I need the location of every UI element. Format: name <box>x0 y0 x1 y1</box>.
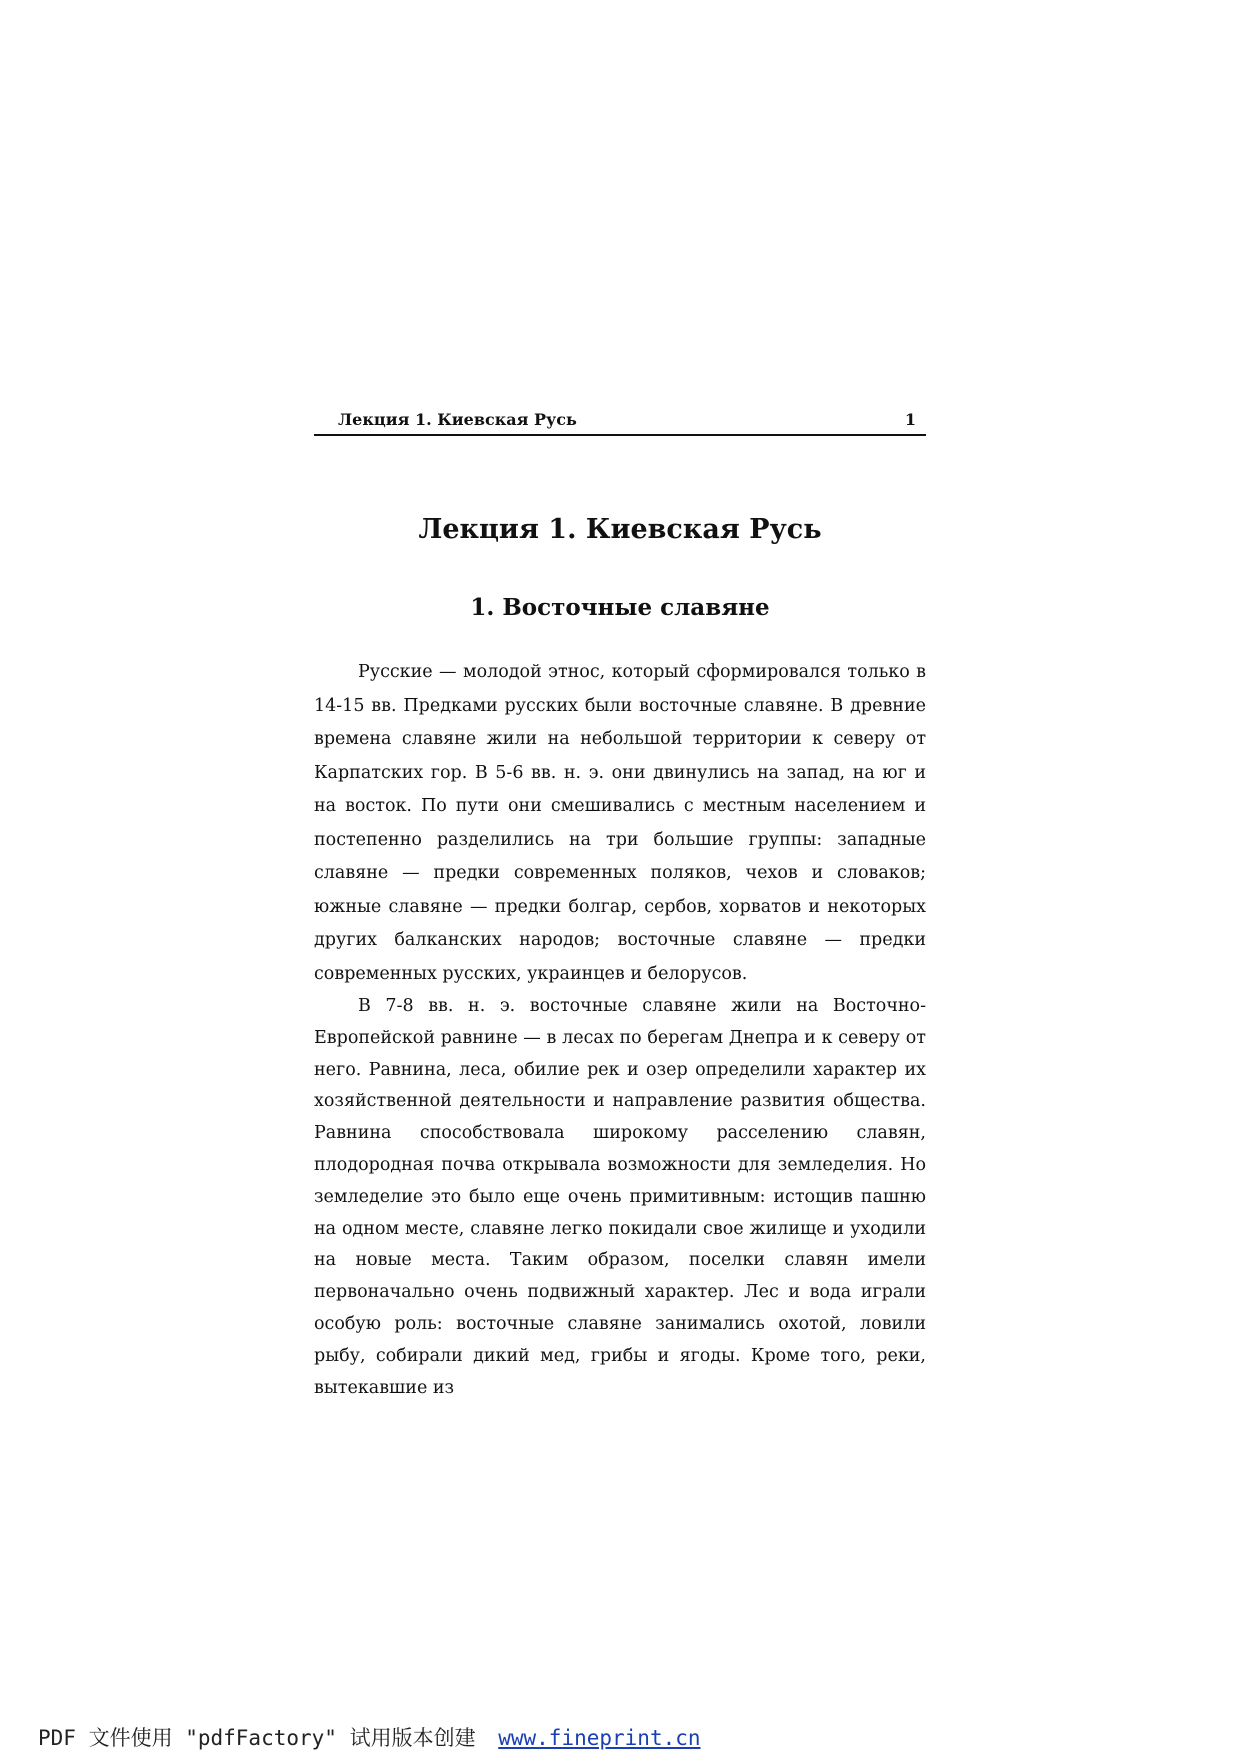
watermark-footer <box>38 1722 701 1752</box>
body-text <box>314 656 926 1404</box>
running-header <box>314 408 926 436</box>
running-title: Лекция 1. Киевская Русь <box>338 410 577 429</box>
paragraph: В 7-8 вв. н. э. восточные славяне жили на Восточно-Европейской равнине — в лесах по берегам Днепра и к северу от него. Равнина, леса, обилие рек и озер определили характер их хозяйственной деятельности и направление развития общества. Равнина способствовала широкому расселению славян, плодородная почва открывала возможности для земледелия. Но земледелие это было еще очень примитивным: истощив пашню на одном месте, славяне легко покидали свое жилище и уходили на новые места. Таким образом, поселки славян имели первоначально очень подвижный характер. Лес и вода играли особую роль: восточные славяне занимались охотой, ловили рыбу, собирали дикий мед, грибы и ягоды. Кроме того, реки, вытекавшие из <box>314 996 926 1398</box>
footer-link[interactable]: www.fineprint.cn <box>498 1726 701 1750</box>
section-title: 1. Восточные славяне <box>470 594 770 621</box>
paragraph: Русские — молодой этнос, который сформировался только в 14-15 вв. Предками русских были восточные славяне. В древние времена славяне жили на небольшой территории к северу от Карпатских гор. В 5-6 вв. н. э. они двинулись на запад, на юг и на восток. По пути они смешивались с местным населением и постепенно разделились на три большие группы: западные славяне — предки современных поляков, чехов и словаков; южные славяне — предки болгар, сербов, хорватов и некоторых других балканских народов; восточные славяне — предки современных русских, украинцев и белорусов. <box>314 662 926 984</box>
page-number: 1 <box>904 410 916 429</box>
lecture-title: Лекция 1. Киевская Русь <box>418 514 822 545</box>
footer-text: PDF 文件使用 "pdfFactory" 试用版本创建 <box>38 1726 476 1750</box>
